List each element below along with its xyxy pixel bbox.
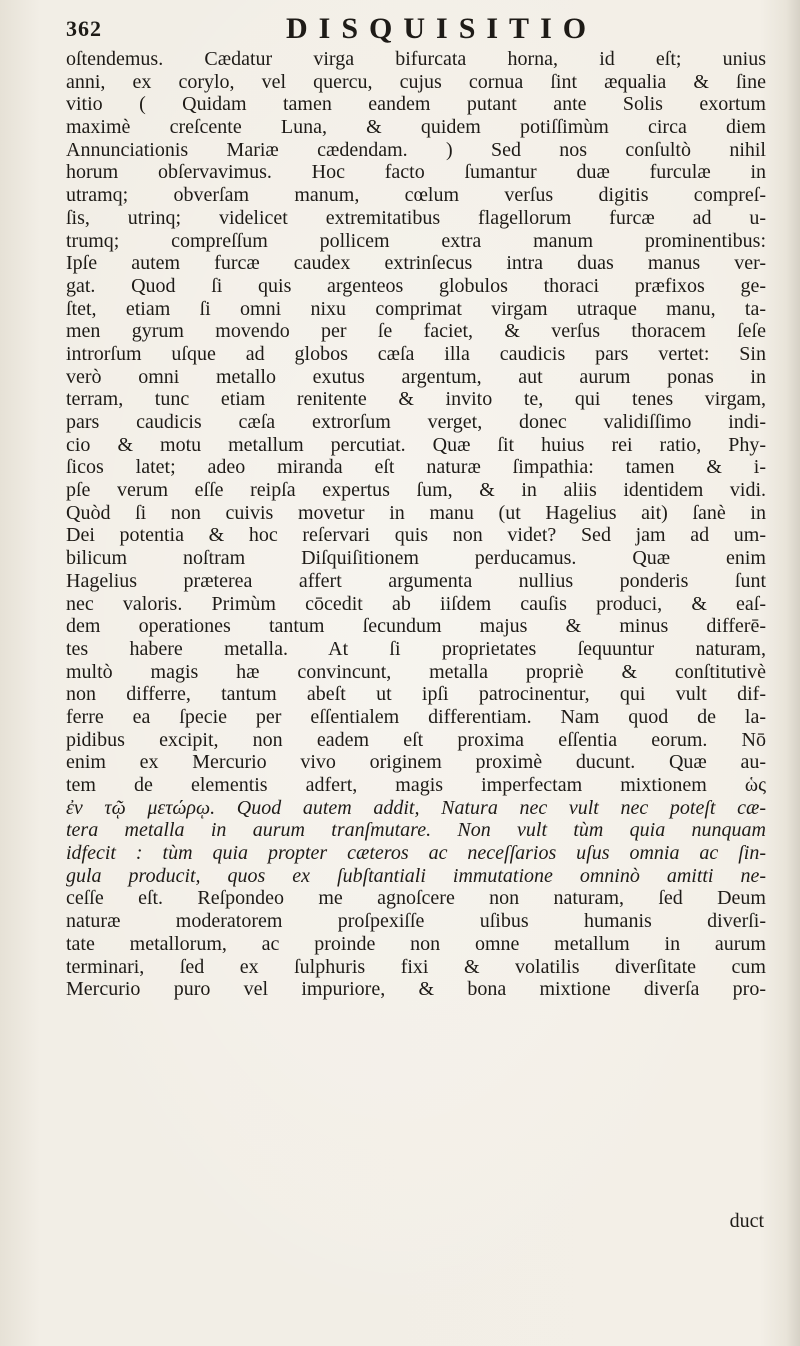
text-line: terminari, ſed ex ſulphuris fixi & volatilis diverſitate cum — [66, 955, 766, 978]
text-line: ſicos latet; adeo miranda eſt naturæ ſimpathia: tamen & i- — [66, 456, 766, 479]
running-head: DISQUISITIO — [286, 12, 598, 45]
text-line: verò omni metallo exutus argentum, aut aurum ponas in — [66, 365, 766, 388]
text-line: gula producit, quos ex ſubſtantiali immutatione omninò amitti ne- — [66, 864, 766, 887]
text-line: vitio ( Quidam tamen eandem putant ante Solis exortum — [66, 93, 766, 116]
text-line: ſtet, etiam ſi omni nixu comprimat virgam utraque manu, ta- — [66, 297, 766, 320]
text-line: ἐν τῷ μετώρῳ. Quod autem addit, Natura nec vult nec poteſt cæ- — [66, 796, 766, 819]
text-line: Hagelius præterea affert argumenta nullius ponderis ſunt — [66, 569, 766, 592]
text-line: oſtendemus. Cædatur virga bifurcata horna, id eſt; unius — [66, 48, 766, 70]
catchword: duct — [729, 1210, 764, 1232]
text-line: horum obſervavimus. Hoc facto ſumantur duæ furculæ in — [66, 161, 766, 184]
text-line: naturæ moderatorem proſpexiſſe uſibus humanis diverſi- — [66, 910, 766, 933]
text-line: tera metalla in aurum tranſmutare. Non vult tùm quia nunquam — [66, 819, 766, 842]
text-line: ceſſe eſt. Reſpondeo me agnoſcere non naturam, ſed Deum — [66, 887, 766, 910]
text-line: idfecit : tùm quia propter cæteros ac neceſſarios uſus omnia ac ſin- — [66, 842, 766, 865]
text-line: multò magis hæ convincunt, metalla propriè & conſtitutivè — [66, 660, 766, 683]
text-line: cio & motu metallum percutiat. Quæ ſit huius rei ratio, Phy- — [66, 433, 766, 456]
text-line: ferre ea ſpecie per eſſentialem differentiam. Nam quod de la- — [66, 705, 766, 728]
text-line: pidibus excipit, non eadem eſt proxima eſſentia eorum. Nō — [66, 728, 766, 751]
text-line: Ipſe autem furcæ caudex extrinſecus intra duas manus ver- — [66, 252, 766, 275]
body-text — [66, 48, 766, 1001]
text-line: ſis, utrinq; videlicet extremitatibus flagellorum furcæ ad u- — [66, 206, 766, 229]
text-line: bilicum noſtram Diſquiſitionem perducamus. Quæ enim — [66, 547, 766, 570]
text-line: nec valoris. Primùm cōcedit ab iiſdem cauſis produci, & eaſ- — [66, 592, 766, 615]
text-line: introrſum uſque ad globos cæſa illa caudicis pars vertet: Sin — [66, 342, 766, 365]
text-line: terram, tunc etiam renitente & invito te, qui tenes virgam, — [66, 388, 766, 411]
text-line: enim ex Mercurio vivo originem proximè ducunt. Quæ au- — [66, 751, 766, 774]
text-line: pſe verum eſſe reipſa expertus ſum, & in aliis identidem vidi. — [66, 479, 766, 502]
text-line: Annunciationis Mariæ cædendam. ) Sed nos conſultò nihil — [66, 138, 766, 161]
text-line: Quòd ſi non cuivis movetur in manu (ut Hagelius ait) ſanè in — [66, 501, 766, 524]
text-line: Dei potentia & hoc reſervari quis non videt? Sed jam ad um- — [66, 524, 766, 547]
text-line: anni, ex corylo, vel quercu, cujus cornua ſint æqualia & ſine — [66, 70, 766, 93]
text-line: pars caudicis cæſa extrorſum verget, donec validiſſimo indi- — [66, 411, 766, 433]
text-line: Mercurio puro vel impuriore, & bona mixtione diverſa pro- — [66, 978, 766, 1001]
text-line: tes habere metalla. At ſi proprietates ſequuntur naturam, — [66, 637, 766, 660]
text-line: dem operationes tantum ſecundum majus & minus differē- — [66, 615, 766, 638]
text-line: tate metallorum, ac proinde non omne metallum in aurum — [66, 932, 766, 955]
text-line: non differre, tantum abeſt ut ipſi patrocinentur, qui vult dif- — [66, 683, 766, 706]
text-line: men gyrum movendo per ſe faciet, & verſus thoracem ſeſe — [66, 320, 766, 343]
page-edge-shadow — [786, 0, 800, 1346]
page-number: 362 — [66, 16, 102, 41]
text-line: gat. Quod ſi quis argenteos globulos thoraci præfixos ge- — [66, 274, 766, 297]
text-line: maximè creſcente Luna, & quidem potiſſimùm circa diem — [66, 116, 766, 139]
text-line: utramq; obverſam manum, cœlum verſus digitis compreſ- — [66, 184, 766, 207]
text-line: tem de elementis adfert, magis imperfectam mixtionem ὡς — [66, 774, 766, 796]
text-line: trumq; compreſſum pollicem extra manum prominentibus: — [66, 229, 766, 252]
